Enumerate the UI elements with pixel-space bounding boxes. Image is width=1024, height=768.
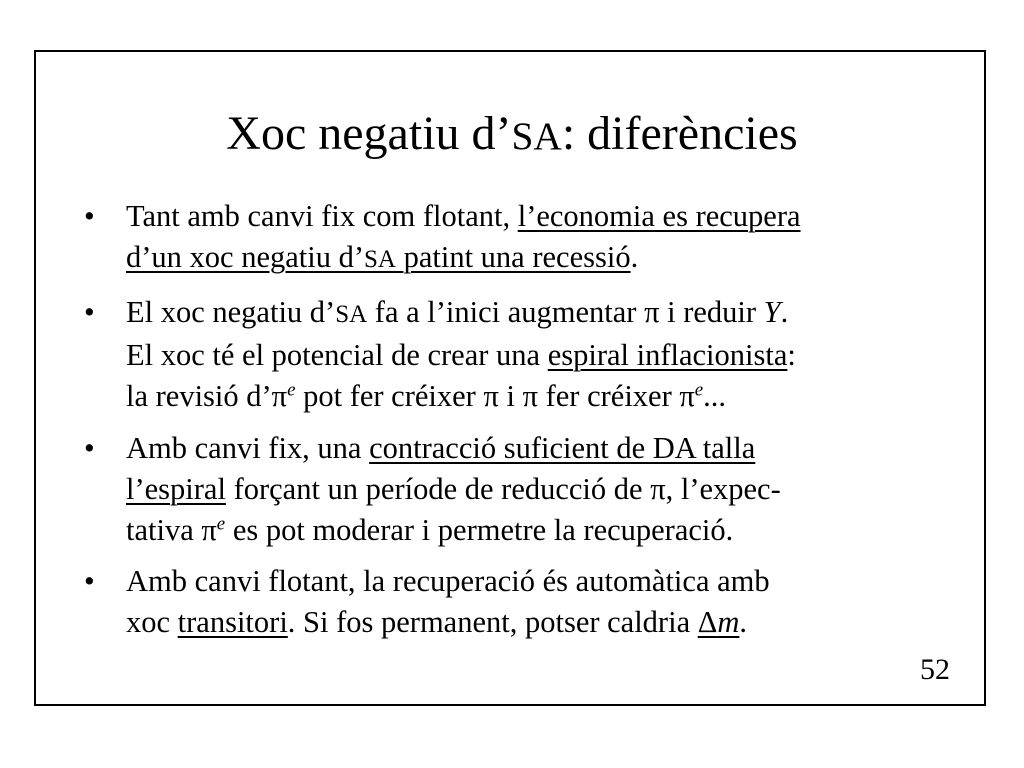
- text: forçant un període de reducció de π, l’expec-: [225, 472, 781, 506]
- superscript-e: e: [216, 513, 226, 535]
- text: El xoc negatiu d’: [126, 295, 336, 329]
- underlined-text: [126, 240, 631, 274]
- bullet-item-4: [82, 561, 962, 643]
- text: ...: [703, 379, 727, 413]
- bullet-4-line-2: [126, 602, 962, 643]
- bullet-icon: •: [84, 564, 95, 598]
- superscript-e: e: [287, 379, 296, 401]
- bullet-item-2: [82, 292, 962, 417]
- title-text: Xoc negatiu d’: [226, 107, 512, 160]
- bullet-2-line-3: [126, 376, 962, 417]
- delta-symbol: Δ: [697, 605, 718, 639]
- text: fa a l’inici augmentar π i reduir: [367, 295, 764, 329]
- page-number: 52: [920, 653, 950, 686]
- bullet-item-1: [82, 196, 962, 280]
- text: pot fer créixer π i π fer créixer π: [295, 379, 695, 413]
- title-text-end: : diferències: [561, 107, 798, 160]
- bullet-2-line-1: [126, 292, 962, 335]
- m-variable: m: [717, 605, 740, 639]
- bullet-icon: •: [84, 431, 95, 465]
- underlined-text: [698, 605, 740, 639]
- superscript-e: e: [694, 379, 704, 401]
- bullet-3-line-2: [126, 469, 962, 510]
- text: Tant amb canvi fix com flotant,: [126, 199, 518, 233]
- text: Amb canvi fix, una: [126, 431, 370, 465]
- text: xoc: [126, 605, 178, 639]
- y-variable: Y: [763, 295, 781, 329]
- text: tativa π: [126, 513, 217, 547]
- text: d’un xoc negatiu d’: [126, 240, 364, 274]
- underlined-text: espiral inflacionista: [547, 338, 788, 372]
- underlined-text: contracció suficient de DA talla: [369, 431, 756, 465]
- text: es pot moderar i permetre la recuperació.: [225, 513, 734, 547]
- bullet-1-line-1: [126, 196, 962, 237]
- underlined-text: transitori: [177, 605, 288, 639]
- underlined-text: l’espiral: [126, 472, 226, 506]
- bullet-4-line-1: Amb canvi flotant, la recuperació és automàtica amb: [126, 564, 770, 598]
- text: .: [780, 295, 789, 329]
- bullet-3-line-1: [126, 428, 962, 469]
- text: .: [630, 240, 639, 274]
- sa-text: SA: [335, 301, 368, 328]
- underlined-text: l’economia es recupera: [517, 199, 801, 233]
- text: patint una recessió: [395, 240, 631, 274]
- slide-title: [0, 104, 1024, 166]
- title-sa: SA: [511, 114, 562, 158]
- text: . Si fos permanent, potser caldria: [287, 605, 698, 639]
- text: .: [739, 605, 748, 639]
- bullet-1-line-2: [126, 237, 962, 280]
- sa-text: SA: [364, 246, 396, 273]
- bullet-item-3: [82, 428, 962, 551]
- bullet-icon: •: [84, 199, 95, 233]
- text: El xoc té el potencial de crear una: [126, 338, 548, 372]
- bullet-icon: •: [84, 295, 95, 329]
- text: :: [787, 338, 796, 372]
- bullet-3-line-3: [126, 510, 962, 551]
- bullet-2-line-2: [126, 335, 962, 376]
- text: la revisió d’π: [126, 379, 288, 413]
- bullet-list: [82, 196, 962, 655]
